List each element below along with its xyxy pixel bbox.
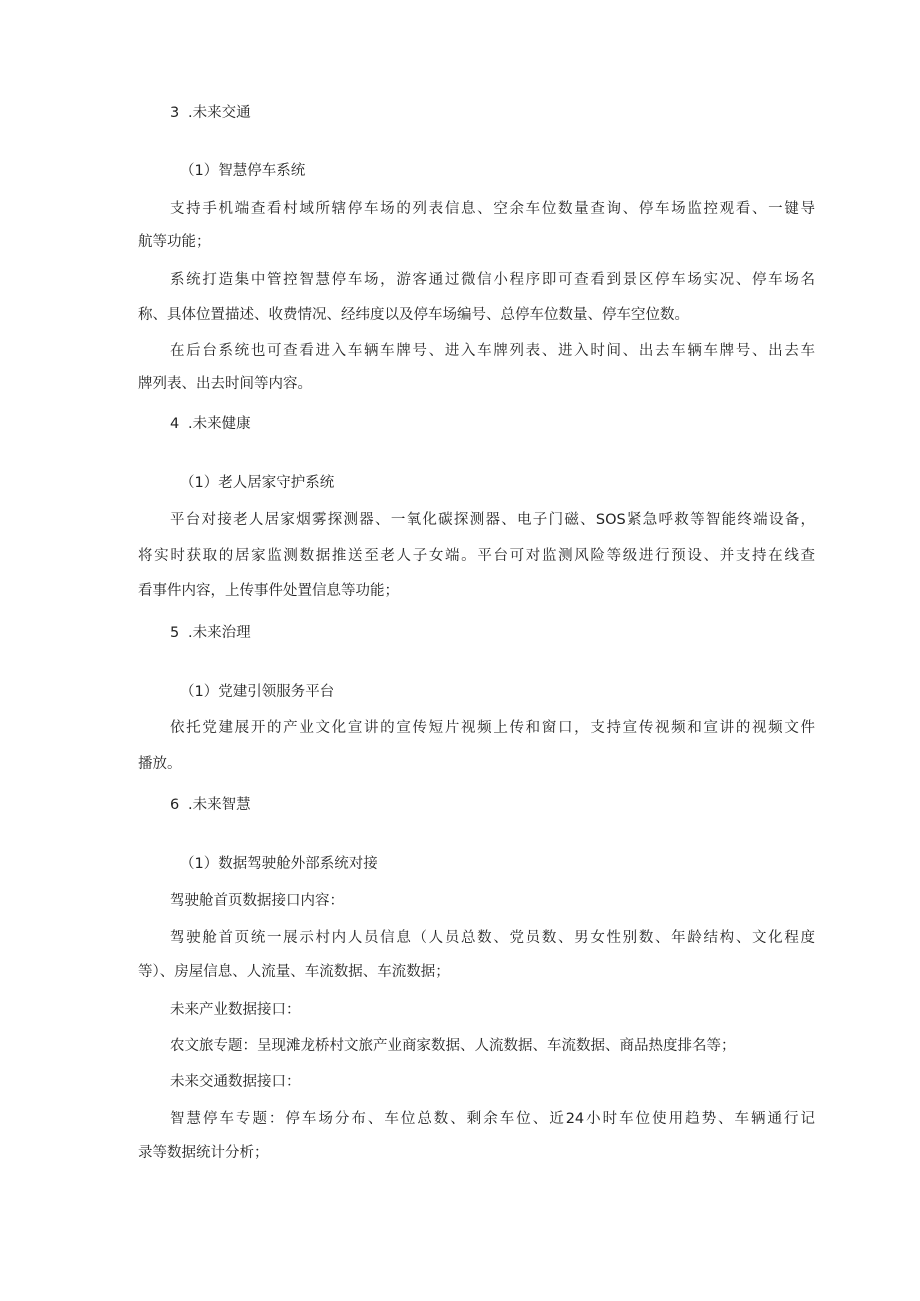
paragraph-line: 未来交通数据接口： (170, 1074, 301, 1090)
section-title: .未来交通 (188, 105, 251, 121)
section-title: .未来智慧 (188, 797, 251, 813)
paragraph-line: 未来产业数据接口： (170, 1002, 301, 1018)
paragraph-line: 在后台系统也可查看进入车辆车牌号、进入车牌列表、进入时间、出去车辆车牌号、出去车 (170, 343, 815, 359)
section-heading (170, 623, 251, 643)
section-title: .未来健康 (188, 416, 251, 432)
section-number: 4 (170, 416, 180, 432)
paragraph-line: 播放。 (138, 756, 182, 772)
paragraph-line: 系统打造集中管控智慧停车场，游客通过微信小程序即可查看到景区停车场实况、停车场名 (170, 272, 815, 288)
subsection-heading: （1）数据驾驶舱外部系统对接 (180, 856, 378, 872)
section-heading (170, 414, 251, 434)
subsection-heading: （1）老人居家守护系统 (180, 475, 335, 491)
paragraph-line: 农文旅专题：呈现滩龙桥村文旅产业商家数据、人流数据、车流数据、商品热度排名等； (170, 1038, 736, 1054)
paragraph-line: 依托党建展开的产业文化宣讲的宣传短片视频上传和窗口，支持宣传视频和宣讲的视频文件 (170, 720, 815, 736)
paragraph-line: 智慧停车专题：停车场分布、车位总数、剩余车位、近24小时车位使用趋势、车辆通行记 (170, 1111, 815, 1127)
paragraph-line: 支持手机端查看村域所辖停车场的列表信息、空余车位数量查询、停车场监控观看、一键导 (170, 201, 815, 217)
subsection-heading: （1）党建引领服务平台 (180, 684, 335, 700)
section-heading (170, 795, 251, 815)
paragraph-line: 将实时获取的居家监测数据推送至老人子女端。平台可对监测风险等级进行预设、并支持在线查 (138, 548, 815, 564)
paragraph-line: 看事件内容，上传事件处置信息等功能； (138, 583, 399, 599)
paragraph-line: 驾驶舱首页统一展示村内人员信息（人员总数、党员数、男女性别数、年龄结构、文化程度 (170, 930, 815, 946)
subsection-heading: （1）智慧停车系统 (180, 163, 306, 179)
section-heading (170, 103, 251, 123)
paragraph-line: 等）、房屋信息、人流量、车流数据、车流数据； (138, 964, 450, 980)
paragraph-line: 驾驶舱首页数据接口内容： (170, 893, 344, 909)
paragraph-line: 牌列表、出去时间等内容。 (138, 376, 312, 392)
section-number: 3 (170, 105, 180, 121)
paragraph-line: 航等功能； (138, 234, 211, 250)
paragraph-line: 称、具体位置描述、收费情况、经纬度以及停车场编号、总停车位数量、停车空位数。 (138, 307, 689, 323)
paragraph-line: 平台对接老人居家烟雾探测器、一氧化碳探测器、电子门磁、SOS紧急呼救等智能终端设备， (170, 512, 815, 528)
section-number: 5 (170, 625, 180, 641)
section-title: .未来治理 (188, 625, 251, 641)
section-number: 6 (170, 797, 180, 813)
paragraph-line: 录等数据统计分析； (138, 1145, 269, 1161)
